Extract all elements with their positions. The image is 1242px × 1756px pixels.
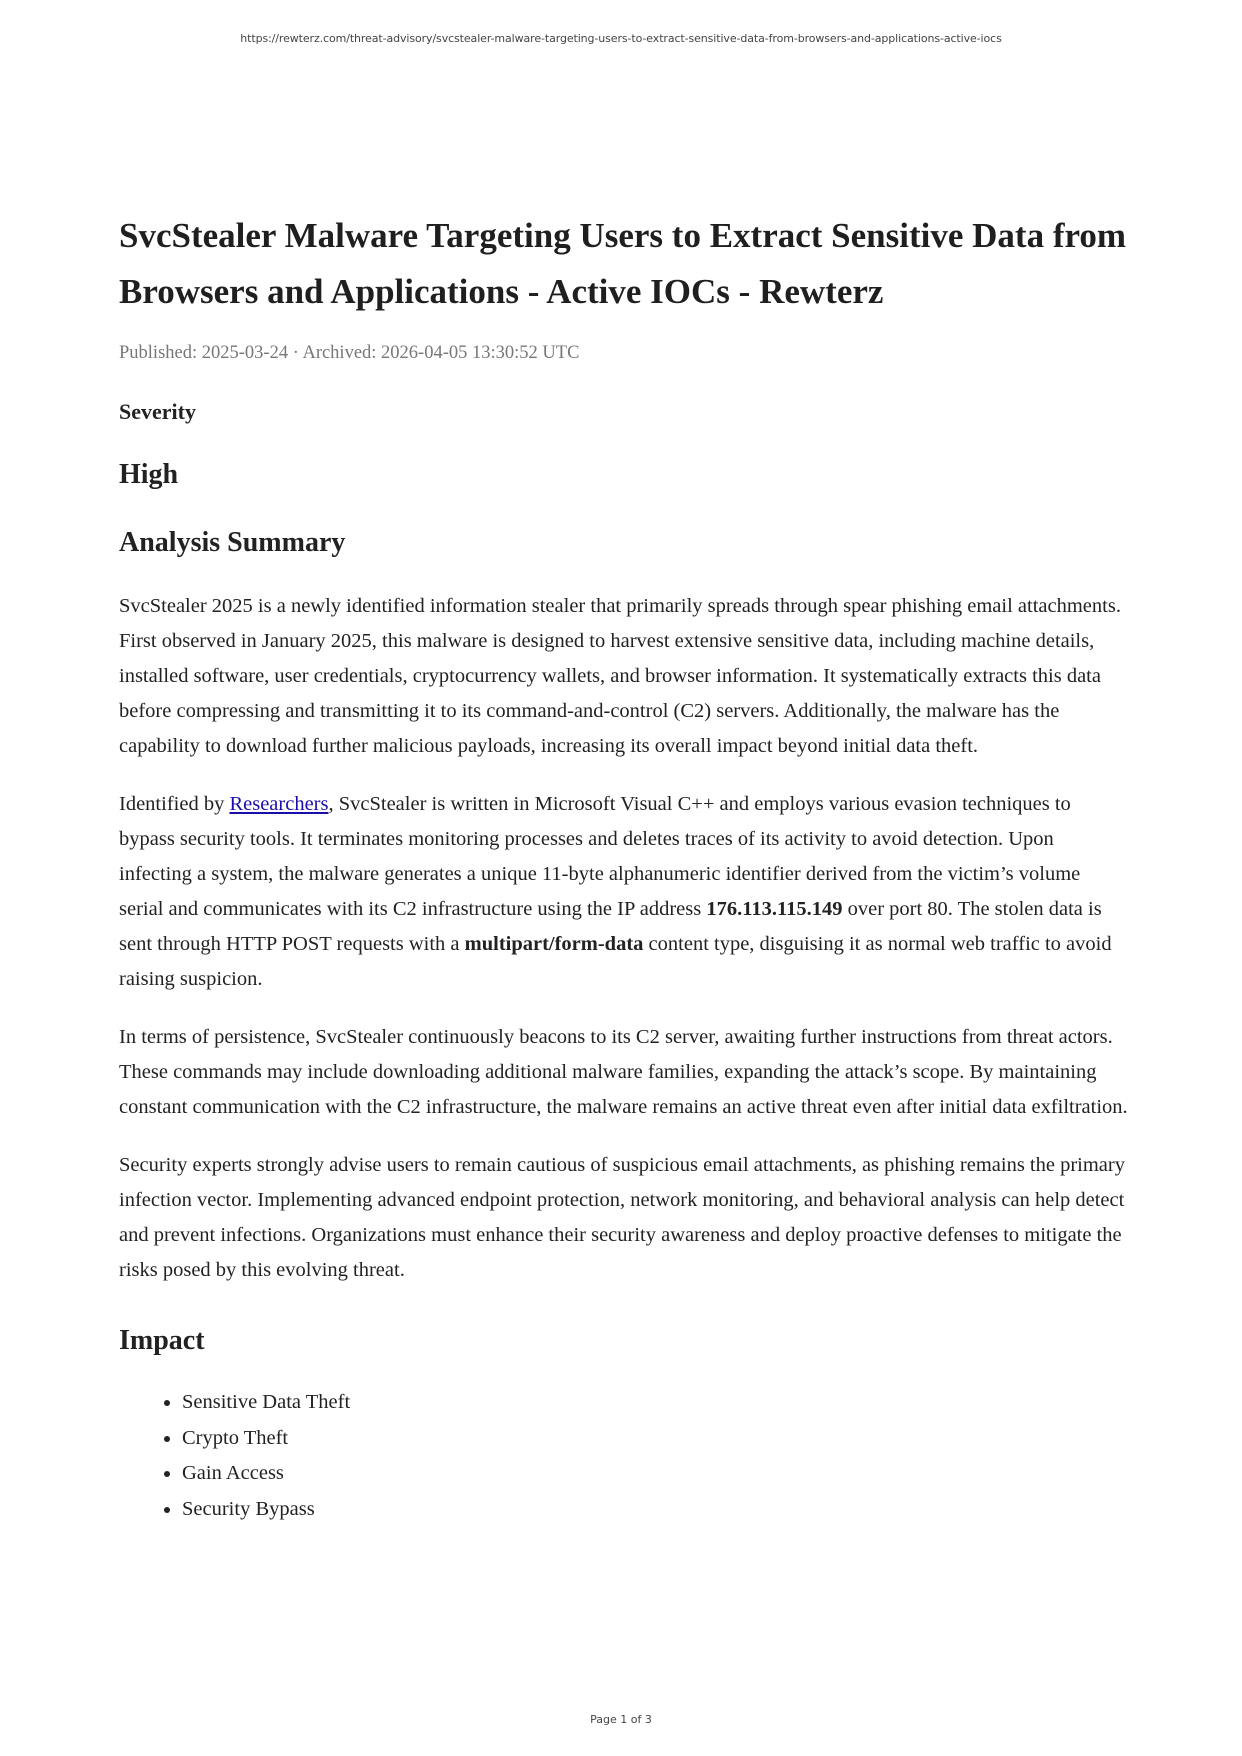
paragraph-2-text-c: content type, disguising it as normal web traffic to avoid raising suspicion. xyxy=(119,933,1112,990)
impact-item: • Crypto Theft xyxy=(182,1421,1129,1457)
page-url: https://rewterz.com/threat-advisory/svcstealer-malware-targeting-users-to-extract-sensitive-data-from-browsers-and-applications-active-iocs xyxy=(240,32,1002,45)
page-number: Page 1 of 3 xyxy=(590,1713,652,1726)
paragraph-2-prefix: Identified by xyxy=(119,793,230,815)
impact-heading: Impact xyxy=(119,1325,205,1356)
impact-item: • Security Bypass xyxy=(182,1492,1129,1528)
paragraph-2-text-a: , SvcStealer is written in Microsoft Visual C++ and employs various evasion techniques to bypass security tools. It terminates monitoring processes and deletes traces of its activity to avoid detection. Upon infecting a system, the malware generates a unique 11-byte alphanumeric identifier derived from the victim’s volume serial and communicates with its C2 infrastructure using the IP address xyxy=(119,793,1081,920)
article xyxy=(119,208,1129,1527)
c2-ip-address: 176.113.115.149 xyxy=(706,898,843,920)
researchers-link[interactable]: Researchers xyxy=(229,793,329,815)
paragraph-2-text-b: over port 80. The stolen data is sent through HTTP POST requests with a xyxy=(119,898,1102,955)
impact-list xyxy=(119,1385,1129,1527)
summary-paragraph-4: Security experts strongly advise users to remain cautious of suspicious email attachments, as phishing remains the primary infection vector. Implementing advanced endpoint protection, network monitoring, and behavioral analysis can help detect and prevent infections. Organizations must enhance their security awareness and deploy proactive defenses to mitigate the risks posed by this evolving threat. xyxy=(119,1154,1125,1281)
summary-paragraph-3: In terms of persistence, SvcStealer continuously beacons to its C2 server, awaiting further instructions from threat actors. These commands may include downloading additional malware families, expanding the attack’s scope. By maintaining constant communication with the C2 infrastructure, the malware remains an active threat even after initial data exfiltration. xyxy=(119,1026,1128,1118)
summary-paragraph-1: SvcStealer 2025 is a newly identified information stealer that primarily spreads through spear phishing email attachments. First observed in January 2025, this malware is designed to harvest extensive sensitive data, including machine details, installed software, user credentials, cryptocurrency wallets, and browser information. It systematically extracts this data before compressing and transmitting it to its command-and-control (C2) servers. Additionally, the malware has the capability to download further malicious payloads, increasing its overall impact beyond initial data theft. xyxy=(119,595,1121,757)
severity-heading: Severity xyxy=(119,399,196,424)
impact-item: • Sensitive Data Theft xyxy=(182,1385,1129,1421)
analysis-summary-heading: Analysis Summary xyxy=(119,527,346,558)
summary-paragraph-2 xyxy=(119,787,1129,997)
publish-meta: Published: 2025-03-24 · Archived: 2026-04-05 13:30:52 UTC xyxy=(119,343,580,363)
impact-item: • Gain Access xyxy=(182,1456,1129,1492)
content-type-value: multipart/form-data xyxy=(464,933,644,955)
page-title: SvcStealer Malware Targeting Users to Extract Sensitive Data from Browsers and Applications - Active IOCs - Rewterz xyxy=(119,216,1127,311)
severity-value: High xyxy=(119,459,179,490)
